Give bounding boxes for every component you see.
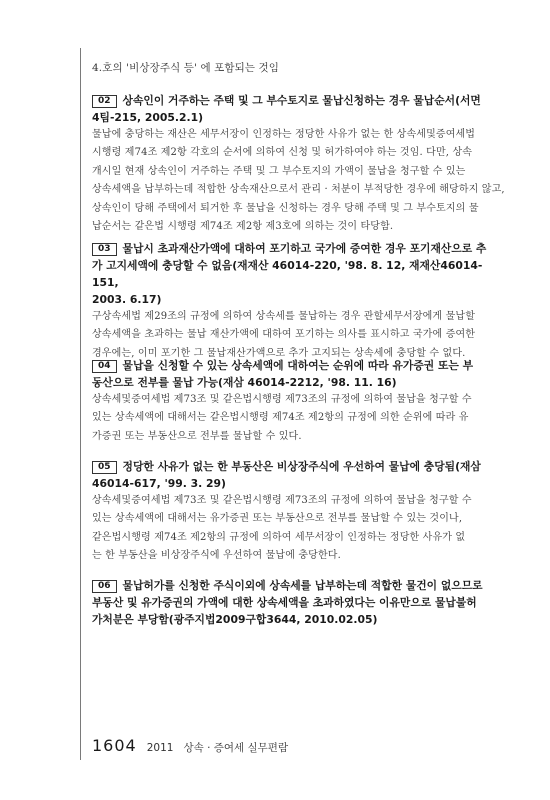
section-02 [92, 92, 505, 236]
footer-book-title: 상속 · 증여세 실무편람 [183, 742, 289, 754]
body-line: 상속세및증여세법 제73조 및 같은법시행령 제73조의 규정에 의하여 물납을 청구할 수 [92, 495, 472, 506]
body-line: 납순서는 같은법 시행령 제74조 제2항 제3호에 의하는 것이 타당함. [92, 221, 394, 233]
section-number-badge: 02 [92, 95, 117, 108]
left-margin-rule [80, 48, 81, 760]
section-heading [92, 458, 500, 492]
heading-line: 2003. 6.17) [92, 293, 162, 306]
heading-line: 가처분은 부당함(광주지법2009구합3644, 2010.02.05) [92, 613, 378, 626]
body-line: 상속세액을 초과하는 물납 재산가액에 대하여 포기하는 의사를 표시하고 국가에 증여한 [92, 329, 476, 341]
body-line: 상속인이 당해 주택에서 퇴거한 후 물납을 신청하는 경우 당해 주택 및 그 부수토지의 물 [92, 202, 479, 214]
heading-line: 정당한 사유가 없는 한 부동산은 비상장주식에 우선하여 물납에 충당됨(재삼 [122, 460, 481, 473]
heading-line: 부동산 및 유가증권의 가액에 대한 상속세액을 초과하였다는 이유만으로 물납불허 [92, 596, 477, 609]
page-number: 1604 [92, 736, 137, 755]
body-line: 물납에 충당하는 재산은 세무서장이 인정하는 정당한 사유가 없는 한 상속세및증여세법 [92, 129, 476, 140]
heading-line: 물납시 초과재산가액에 대하여 포기하고 국가에 증여한 경우 포기재산으로 추 [122, 242, 487, 255]
page-footer [92, 736, 288, 755]
footer-year: 2011 [146, 742, 174, 754]
section-number-badge: 04 [92, 360, 117, 373]
body-line: 경우에는, 이미 포기한 그 물납재산가액으로 추가 고지되는 상속세에 충당할 수 없다. [92, 347, 466, 359]
heading-line: 상속인이 거주하는 주택 및 그 부수토지로 물납신청하는 경우 물납순서(서면 [122, 94, 481, 107]
section-04 [92, 357, 500, 446]
heading-line: 46014-617, '99. 3. 29) [92, 477, 226, 490]
section-number-badge: 05 [92, 461, 117, 474]
top-note: 4.호의 '비상장주식 등' 에 포함되는 것임 [92, 62, 280, 74]
body-line: 상속세및증여세법 제73조 및 같은법시행령 제73조의 규정에 의하여 물납을 청구할 수 [92, 394, 472, 405]
heading-line: 동산으로 전부를 물납 가능(재삼 46014-2212, '98. 11. 16) [92, 376, 397, 389]
body-line: 구상속세법 제29조의 규정에 의하여 상속세를 물납하는 경우 관할세무서장에게 물납할 [92, 311, 476, 322]
section-heading [92, 357, 500, 391]
heading-line: 가 고지세액에 충당할 수 없음(재재산 46014-220, '98. 8. 12, 재재산46014-151, [92, 259, 483, 289]
body-line: 같은법시행령 제74조 제2항의 규정에 의하여 세무서장이 인정하는 정당한 사유가 없 [92, 531, 466, 543]
section-03 [92, 240, 500, 363]
heading-line: 물납을 신청할 수 있는 상속세액에 대하여는 순위에 따라 유가증권 또는 부 [122, 359, 474, 372]
section-number-badge: 06 [92, 580, 117, 593]
section-heading [92, 240, 500, 308]
body-line: 시행령 제74조 제2항 각호의 순서에 의하여 신청 및 허가하여야 하는 것임. 다만, 상속 [92, 147, 473, 159]
body-line: 개시일 현재 상속인이 거주하는 주택 및 그 부수토지의 가액이 물납을 청구할 수 있는 [92, 165, 466, 177]
section-heading [92, 92, 500, 126]
section-05 [92, 458, 500, 566]
section-number-badge: 03 [92, 243, 117, 256]
section-heading [92, 577, 500, 628]
body-line: 있는 상속세액에 대해서는 같은법시행령 제74조 제2항의 규정에 의한 순위에 따라 유 [92, 412, 469, 424]
heading-line: 물납허가를 신청한 주식이외에 상속세를 납부하는데 적합한 물건이 없으므로 [122, 579, 483, 592]
body-line: 상속세액을 납부하는데 적합한 상속재산으로서 관리 · 처분이 부적당한 경우에 해당하지 않고, [92, 184, 505, 196]
heading-line: 4팀-215, 2005.2.1) [92, 111, 204, 124]
footer-book-info [147, 740, 288, 755]
section-06 [92, 577, 500, 628]
body-line: 는 한 부동산을 비상장주식에 우선하여 물납에 충당한다. [92, 550, 341, 562]
body-line: 가증권 또는 부동산으로 전부를 물납할 수 있다. [92, 430, 302, 442]
body-line: 있는 상속세액에 대해서는 유가증권 또는 부동산으로 전부를 물납할 수 있는 것이나, [92, 513, 463, 525]
